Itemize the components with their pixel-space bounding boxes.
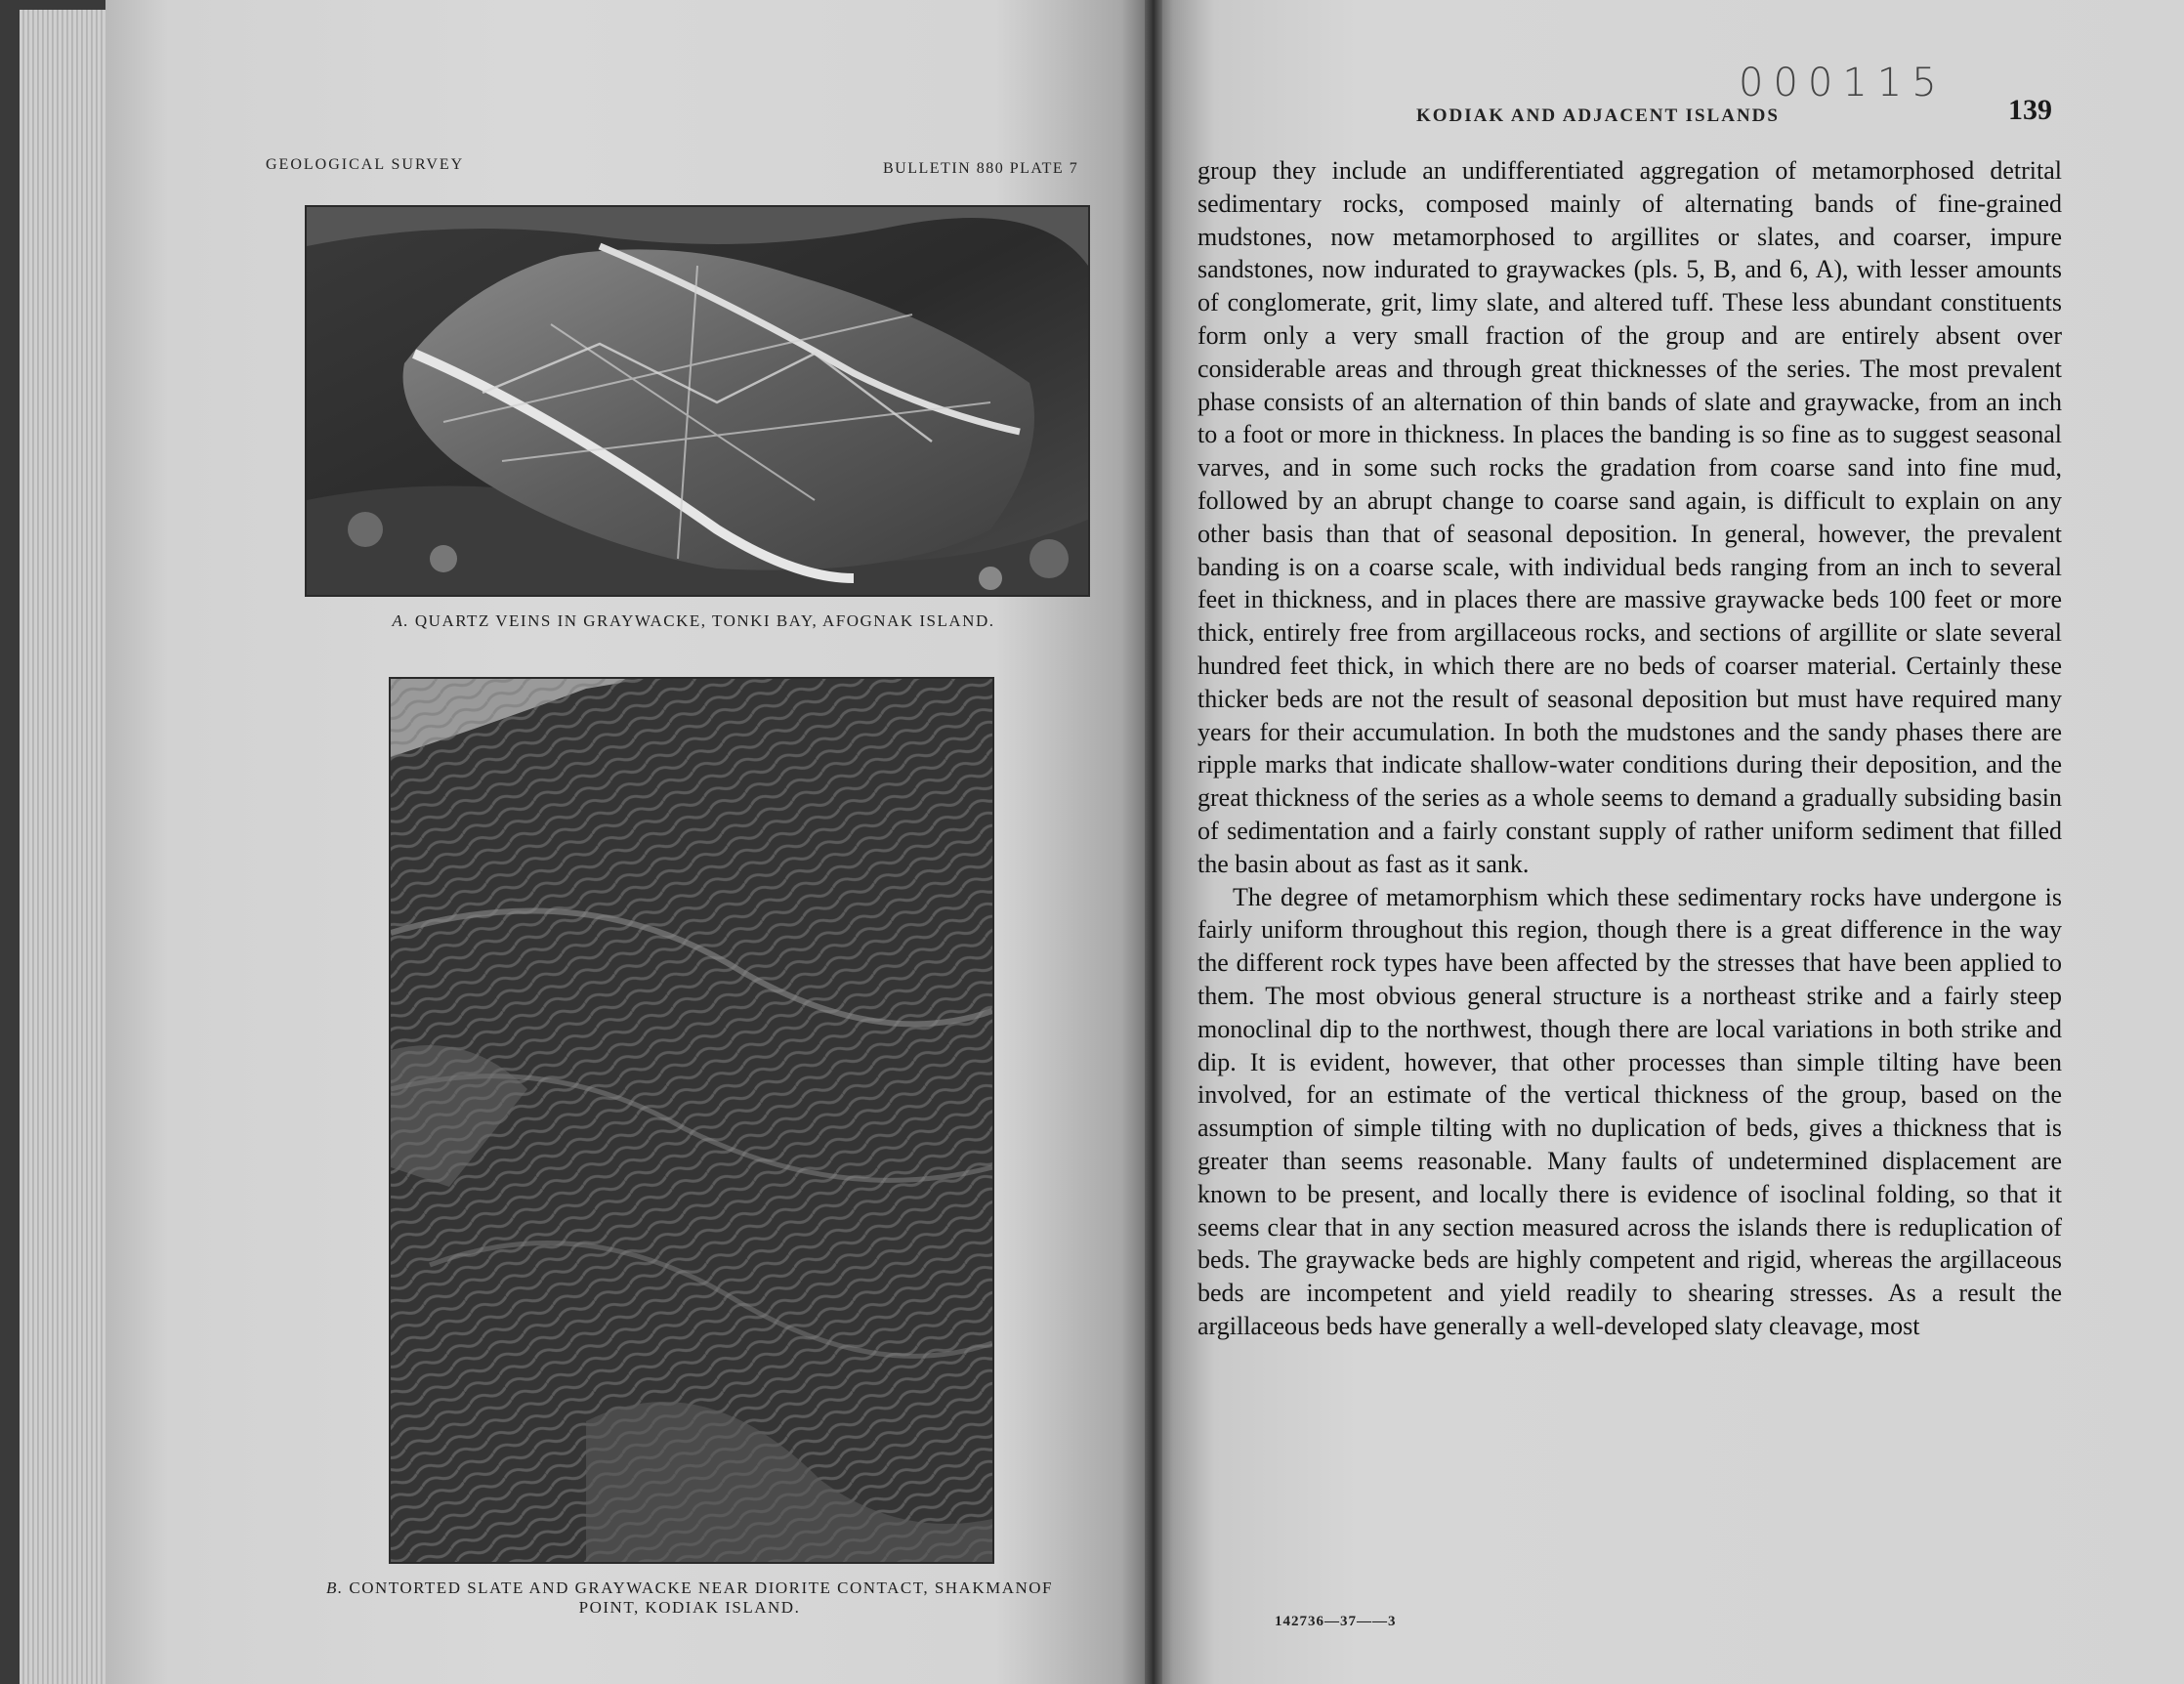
plate-header: BULLETIN 880 PLATE 7 [883, 160, 1079, 177]
page-edges [20, 10, 107, 1684]
archive-stamp-number: 000115 [1739, 61, 1947, 105]
paragraph-2: The degree of metamorphism which these sedimentary rocks have undergone is fairly uniform throughout this region, though there is a great difference in the way the different rock types have been affected by the stresses that have been applied to them. The most obvious general structure is a northeast strike and a fairly steep monoclinal dip to the northwest, though there are local variations in both strike and dip. It is evident, however, that other processes than simple tilting have been involved, for an estimate of the vertical thickness of the group, based on the assumption of simple tilting with no duplication of beds, gives a thickness that is greater than seems reasonable. Many faults of undetermined displacement are known to be present, and locally there is evidence of isoclinal folding, so that it seems clear that in any section measured across the islands there is reduplication of beds. The graywacke beds are highly competent and rigid, whereas the argillaceous beds are incompetent and yield readily to shearing stresses. As a result the argillaceous beds have generally a well-developed slaty cleavage, most [1197, 882, 2062, 1340]
page-number: 139 [2008, 94, 2052, 126]
body-text [1197, 154, 2062, 1343]
plate-a-letter: A. [392, 611, 410, 630]
plate-b-caption-line2: POINT, KODIAK ISLAND. [578, 1598, 801, 1617]
plate-a-caption-text: QUARTZ VEINS IN GRAYWACKE, TONKI BAY, AFOGNAK ISLAND. [414, 611, 995, 630]
book-gutter [1145, 0, 1162, 1684]
plate-b-caption-line1 [238, 1579, 1141, 1598]
plate-b-photo [389, 677, 994, 1564]
print-signature-footer: 142736—37——3 [1275, 1614, 1397, 1629]
paragraph-1: group they include an undifferentiated aggregation of metamorphosed detrital sedimentary rocks, composed mainly of alternating bands of fine-grained mudstones, now metamorphosed to argillites or slates, and coarser, impure sandstones, now indurated to graywackes (pls. 5, B, and 6, A), with lesser amounts of conglomerate, grit, limy slate, and altered tuff. These less abundant constituents form only a very small fraction of the group and are entirely absent over considerable areas and through great thicknesses of the series. The most prevalent phase consists of an alternation of thin bands of slate and graywacke, from an inch to a foot or more in thickness. In places the banding is so fine as to suggest seasonal varves, and in some such rocks the gradation from coarse sand into fine mud, followed by an abrupt change to coarse sand again, is difficult to explain on any other basis than that of seasonal deposition. In general, however, the prevalent banding is on a coarse scale, with individual beds ranging from an inch to several feet in thickness, and in places there are massive graywacke beds 100 feet or more thick, entirely free from argillaceous rocks, and sections of argillite or slate several hundred feet thick, in which there are no beds of coarser material. Certainly these thicker beds are not the result of seasonal deposition but must have required many years for their accumulation. In both the mudstones and the sandy phases there are ripple marks that indicate shallow-water conditions during their deposition, and the great thickness of the series as a whole seems to demand a gradually subsiding basin of sedimentation and a fairly constant supply of rather uniform sediment that filled the basin about as fast as it sank. [1197, 156, 2062, 878]
plate-b-caption [238, 1579, 1141, 1618]
plate-a-caption [293, 611, 1094, 631]
running-head: KODIAK AND ADJACENT ISLANDS [1416, 105, 1780, 126]
plate-b-caption-text1: CONTORTED SLATE AND GRAYWACKE NEAR DIORITE CONTACT, SHAKMANOF [349, 1579, 1054, 1597]
plate-a-photo [305, 205, 1090, 597]
survey-header: GEOLOGICAL SURVEY [266, 156, 465, 173]
plate-b-letter: B. [325, 1579, 344, 1597]
